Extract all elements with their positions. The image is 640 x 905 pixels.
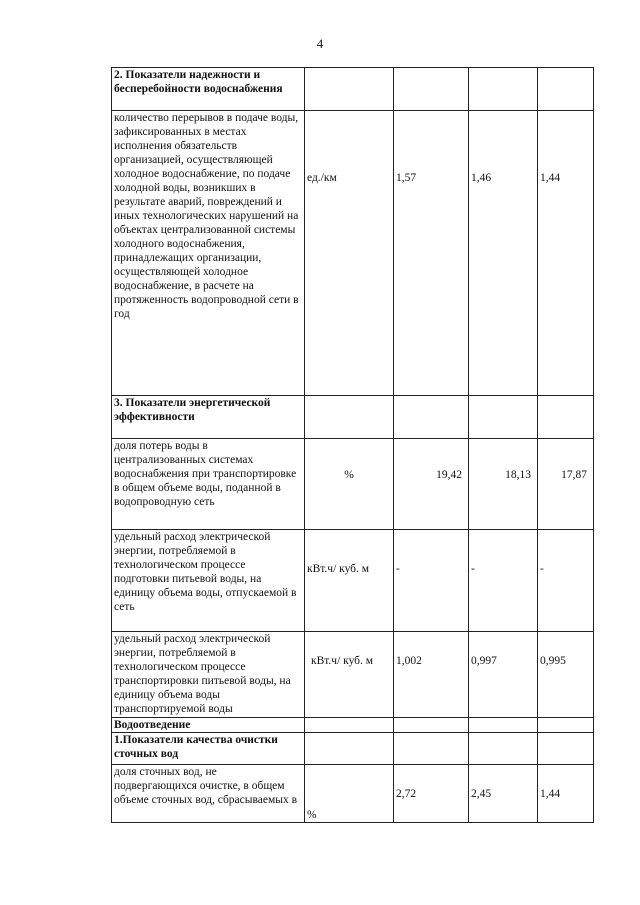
row-losses-description: доля потерь воды в централизованных системах водоснабжения при транспортировке в общем объеме воды, поданной в водопроводную сеть: [112, 439, 305, 530]
row-interruptions-description: количество перерывов в подаче воды, зафиксированных в местах исполнения обязательств организацией, осуществляющей холодное водоснабжение, по подаче холодной воды, возникших в результате аварий, повреждений и иных технологических нарушений на объектах централизованной системы холодного водоснабжения, принадлежащих организации, осуществляющей холодное водоснабжение, в расчете на протяженность водопроводной сети в год: [112, 111, 305, 396]
row-interruptions-value-1: 1,57: [394, 111, 469, 396]
row-energy-transport-unit: кВт.ч/ куб. м: [305, 632, 394, 718]
table-row: [112, 111, 594, 396]
row-energy-transport-value-1: 1,002: [394, 632, 469, 718]
section-sewerage-row: [112, 718, 594, 733]
row-energy-prep-value-3: -: [538, 530, 594, 632]
row-untreated-value-2: 2,45: [469, 765, 538, 823]
indicators-table: [111, 67, 594, 823]
table-row: [112, 765, 594, 823]
section-energy-row: [112, 396, 594, 439]
row-losses-value-1: 19,42: [394, 439, 469, 530]
row-energy-prep-value-1: -: [394, 530, 469, 632]
table-row: [112, 439, 594, 530]
section-wastewater-row: [112, 733, 594, 765]
row-interruptions-unit: ед./км: [305, 111, 394, 396]
row-energy-prep-value-2: -: [469, 530, 538, 632]
row-energy-transport-value-3: 0,995: [538, 632, 594, 718]
section-reliability-row: [112, 68, 594, 111]
table-row: [112, 530, 594, 632]
row-energy-prep-unit: кВт.ч/ куб. м: [305, 530, 394, 632]
row-untreated-value-3: 1,44: [538, 765, 594, 823]
row-untreated-value-1: 2,72: [394, 765, 469, 823]
row-untreated-description: доля сточных вод, не подвергающихся очистке, в общем объеме сточных вод, сбрасываемых в: [112, 765, 305, 823]
row-untreated-unit: %: [305, 765, 394, 823]
row-interruptions-value-2: 1,46: [469, 111, 538, 396]
page-number: 4: [316, 36, 324, 51]
section-sewerage-title: Водоотведение: [112, 718, 305, 733]
row-energy-transport-value-2: 0,997: [469, 632, 538, 718]
section-reliability-title: 2. Показатели надежности и бесперебойности водоснабжения: [112, 68, 305, 111]
row-interruptions-value-3: 1,44: [538, 111, 594, 396]
row-losses-value-3: 17,87: [538, 439, 594, 530]
row-energy-transport-description: удельный расход электрической энергии, потребляемой в технологическом процессе транспортировки питьевой воды, на единицу объема воды транспортируемой воды: [112, 632, 305, 718]
section-wastewater-title: 1.Показатели качества очистки сточных вод: [112, 733, 305, 765]
row-energy-prep-description: удельный расход электрической энергии, потребляемой в технологическом процессе подготовки питьевой воды, на единицу объема воды, отпускаемой в сеть: [112, 530, 305, 632]
table-row: [112, 632, 594, 718]
row-losses-value-2: 18,13: [469, 439, 538, 530]
section-energy-title: 3. Показатели энергетической эффективности: [112, 396, 305, 439]
row-losses-unit: %: [305, 439, 394, 530]
